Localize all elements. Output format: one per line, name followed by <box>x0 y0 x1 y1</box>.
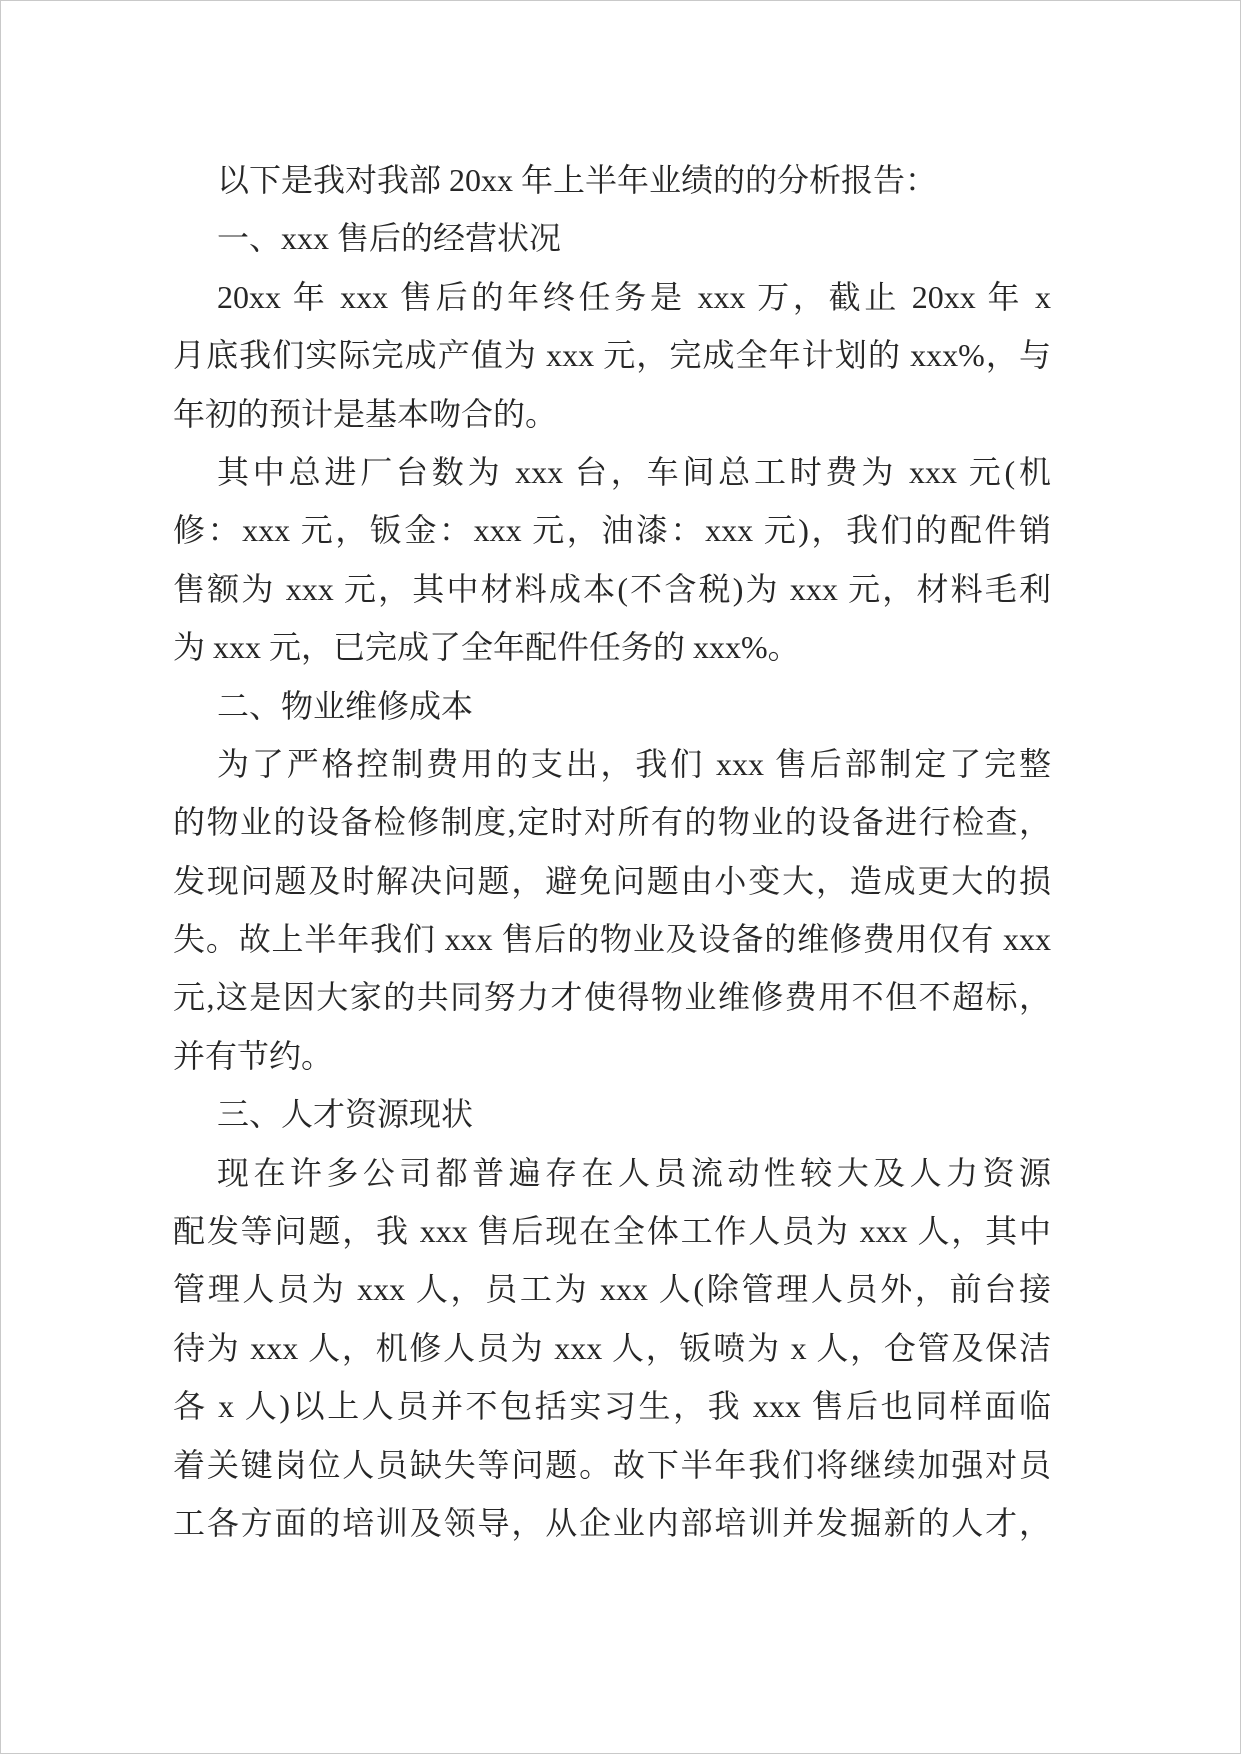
text-line: 工各方面的培训及领导，从企业内部培训并发掘新的人才， <box>173 1504 1051 1541</box>
intro-line: 以下是我对我部 20xx 年上半年业绩的的分析报告： <box>217 162 938 198</box>
section-heading: 三、人才资源现状 <box>217 1096 474 1133</box>
text-line: 并有节约。 <box>173 1037 334 1074</box>
text-line: 为了严格控制费用的支出，我们 xxx 售后部制定了完整 <box>217 745 1051 782</box>
text-line: 管理人员为 xxx 人，员工为 xxx 人(除管理人员外，前台接 <box>173 1271 1051 1308</box>
text-line: 现在许多公司都普遍存在人员流动性较大及人力资源 <box>217 1154 1051 1191</box>
section-heading: 二、物业维修成本 <box>217 687 474 724</box>
text-line: 发现问题及时解决问题，避免问题由小变大，造成更大的损 <box>173 862 1051 899</box>
text-line: 失。故上半年我们 xxx 售后的物业及设备的维修费用仅有 xxx <box>173 921 1051 958</box>
text-line: 其中总进厂台数为 xxx 台，车间总工时费为 xxx 元(机 <box>217 453 1051 490</box>
text-line: 为 xxx 元，已完成了全年配件任务的 xxx%。 <box>173 629 800 666</box>
text-line: 售额为 xxx 元，其中材料成本(不含税)为 xxx 元，材料毛利 <box>173 570 1051 607</box>
text-line: 月底我们实际完成产值为 xxx 元，完成全年计划的 xxx%，与 <box>173 337 1051 374</box>
text-line: 的物业的设备检修制度,定时对所有的物业的设备进行检查， <box>173 804 1051 841</box>
text-line: 元,这是因大家的共同努力才使得物业维修费用不但不超标， <box>173 979 1051 1016</box>
text-line: 修：xxx 元，钣金：xxx 元，油漆：xxx 元)，我们的配件销 <box>173 512 1051 549</box>
text-line: 配发等问题，我 xxx 售后现在全体工作人员为 xxx 人，其中 <box>173 1213 1051 1250</box>
text-line: 20xx 年 xxx 售后的年终任务是 xxx 万，截止 20xx 年 x <box>217 278 1051 315</box>
text-block <box>173 151 1051 1552</box>
text-line: 各 x 人)以上人员并不包括实习生，我 xxx 售后也同样面临 <box>173 1388 1051 1425</box>
text-line: 年初的预计是基本吻合的。 <box>173 395 558 432</box>
text-line: 着关键岗位人员缺失等问题。故下半年我们将继续加强对员 <box>173 1446 1051 1483</box>
section-heading: 一、xxx 售后的经营状况 <box>217 220 562 257</box>
text-line: 待为 xxx 人，机修人员为 xxx 人，钣喷为 x 人，仓管及保洁 <box>173 1329 1051 1366</box>
